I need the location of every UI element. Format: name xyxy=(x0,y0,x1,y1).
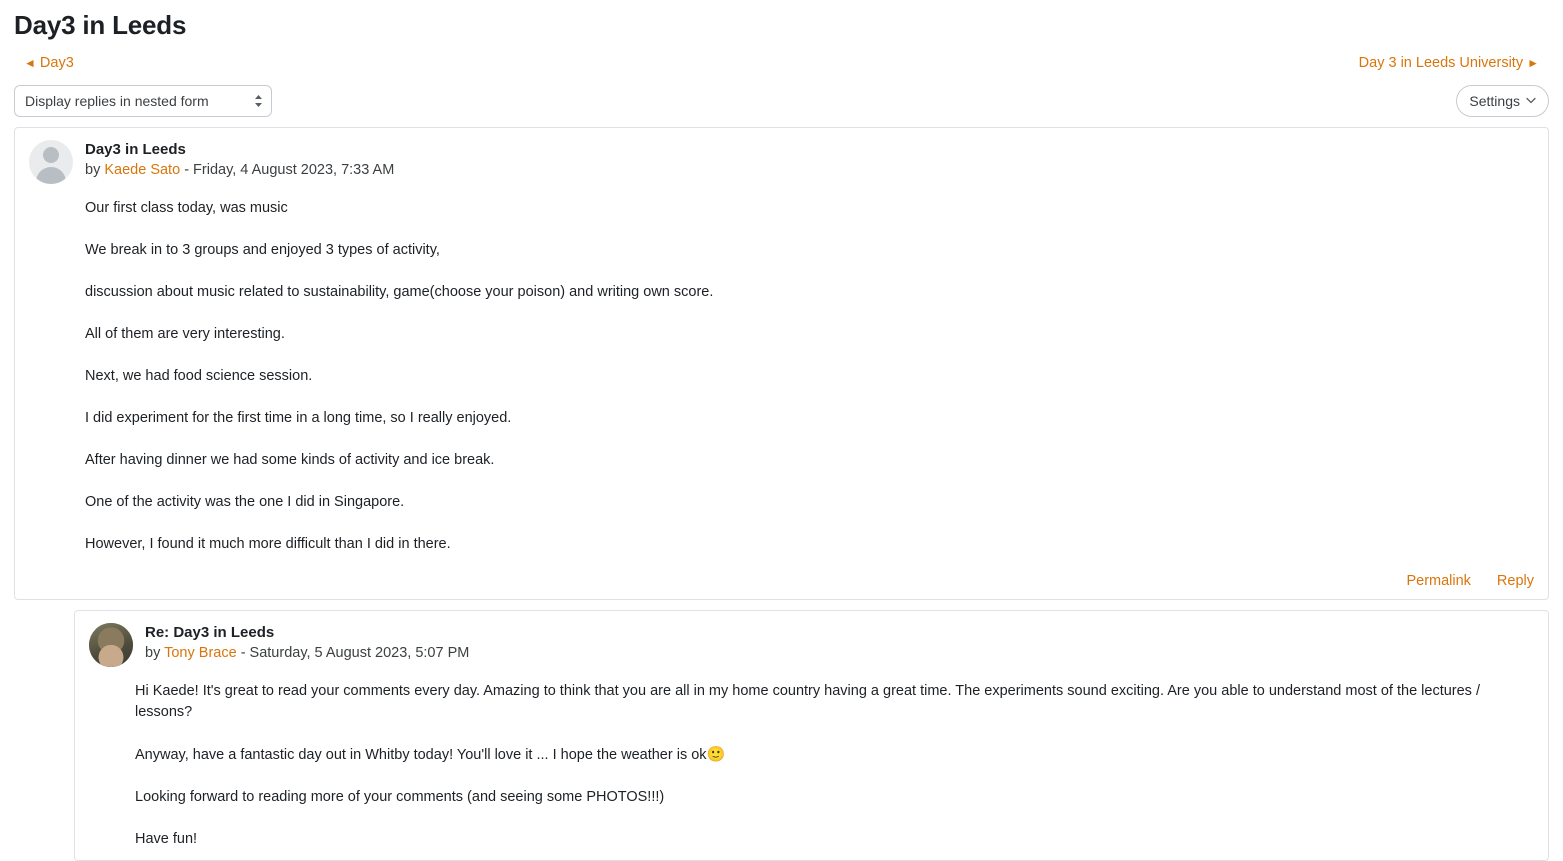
post-meta xyxy=(85,140,394,178)
chevron-down-icon xyxy=(1526,96,1536,107)
post-paragraph-with-emoji xyxy=(135,744,1534,766)
post-header xyxy=(89,623,1534,667)
avatar[interactable] xyxy=(29,140,73,184)
post-paragraph: Hi Kaede! It's great to read your comments every day. Amazing to think that you are all in my home country having a great time. The experiments sound exciting. Are you able to understand most of the lectures / lessons? xyxy=(135,683,1480,721)
post-subject: Day3 in Leeds xyxy=(85,141,186,158)
post-paragraph-text: Anyway, have a fantastic day out in Whitby today! You'll love it ... I hope the weather is ok xyxy=(135,747,707,764)
post-paragraph: Our first class today, was music xyxy=(85,200,288,216)
post-paragraph: Looking forward to reading more of your comments (and seeing some PHOTOS!!!) xyxy=(135,789,665,806)
post-paragraph: discussion about music related to sustainability, game(choose your poison) and writing own score. xyxy=(85,284,714,301)
post-paragraph: Next, we had food science session. xyxy=(85,368,313,385)
previous-discussion-link[interactable] xyxy=(24,55,74,71)
discussion-toolbar xyxy=(14,85,1549,117)
forum-post-reply xyxy=(74,610,1549,861)
byline-by-label: by xyxy=(145,645,161,662)
settings-button[interactable] xyxy=(1456,85,1549,117)
post-paragraph: We break in to 3 groups and enjoyed 3 types of activity, xyxy=(85,242,440,259)
avatar-head-shape xyxy=(43,147,59,163)
byline-by-label: by xyxy=(85,162,101,178)
post-meta xyxy=(145,623,469,661)
post-body xyxy=(135,681,1534,850)
avatar-photo-image xyxy=(89,623,133,667)
post-paragraph: One of the activity was the one I did in Singapore. xyxy=(85,494,405,511)
page-title: Day3 in Leeds xyxy=(14,10,187,40)
forum-post xyxy=(14,127,1549,600)
settings-label: Settings xyxy=(1469,93,1520,109)
display-mode-select[interactable] xyxy=(14,85,272,117)
post-author-link[interactable]: Kaede Sato xyxy=(104,162,181,178)
post-paragraph: However, I found it much more difficult than I did in there. xyxy=(85,536,451,553)
reply-link[interactable]: Reply xyxy=(1496,573,1534,590)
post-paragraph: Have fun! xyxy=(135,831,198,848)
avatar[interactable] xyxy=(89,623,133,667)
post-actions xyxy=(29,573,1534,589)
post-paragraph: I did experiment for the first time in a long time, so I really enjoyed. xyxy=(85,410,512,427)
previous-discussion-label: Day3 xyxy=(39,55,74,71)
post-paragraph: After having dinner we had some kinds of activity and ice break. xyxy=(85,452,495,469)
right-arrow-icon: ► xyxy=(1527,56,1539,70)
post-date: - Friday, 4 August 2023, 7:33 AM xyxy=(184,162,395,178)
display-mode-select-wrapper xyxy=(14,85,272,117)
discussion-navigation xyxy=(14,55,1549,71)
left-arrow-icon: ◄ xyxy=(24,56,36,70)
smiley-icon: 🙂 xyxy=(706,746,726,764)
post-body xyxy=(85,198,1534,555)
post-paragraph: All of them are very interesting. xyxy=(85,326,285,343)
permalink-link[interactable]: Permalink xyxy=(1406,573,1471,590)
avatar-body-shape xyxy=(36,167,66,184)
post-byline xyxy=(85,162,394,178)
post-author-link[interactable]: Tony Brace xyxy=(164,645,237,662)
next-discussion-label: Day 3 in Leeds University xyxy=(1358,55,1524,71)
post-date: - Saturday, 5 August 2023, 5:07 PM xyxy=(240,645,470,662)
post-subject: Re: Day3 in Leeds xyxy=(145,624,275,642)
post-byline xyxy=(145,645,469,661)
post-header xyxy=(29,140,1534,184)
next-discussion-link[interactable] xyxy=(1359,55,1539,71)
forum-discussion-page xyxy=(0,10,1563,861)
